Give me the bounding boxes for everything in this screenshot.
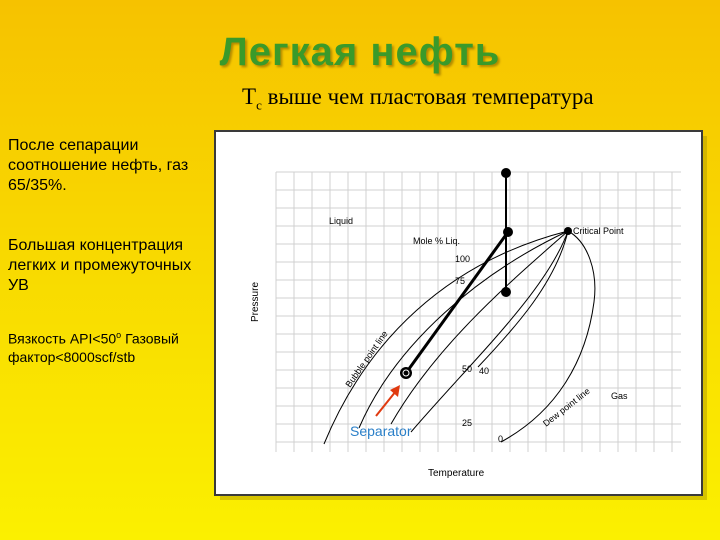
slide-title: Легкая нефть: [219, 30, 501, 74]
curve-50: [391, 231, 568, 424]
separator-label: Separator: [350, 423, 412, 439]
bullet-separation-ratio: После сепарации соотношение нефть, газ 65/35%.: [8, 137, 189, 194]
bullet-degree-sup: o: [116, 330, 122, 340]
diagram-grid: [276, 172, 681, 452]
depleted-reservoir-point: [501, 287, 511, 297]
separator-point-marker: [400, 367, 412, 379]
critical-point-marker: [564, 227, 572, 235]
quality-label-50: 50: [462, 364, 473, 374]
mole-liquid-label: Mole % Liq.: [413, 236, 461, 246]
bubble-point-marker: [503, 227, 513, 237]
axis-label-pressure: Pressure: [250, 281, 261, 322]
quality-label-75: 75: [455, 276, 466, 286]
bullet-viscosity-text: Вязкость API<50: [8, 330, 117, 347]
phase-diagram: [216, 132, 701, 494]
region-liquid-label: Liquid: [329, 216, 354, 226]
slide-subtitle: [242, 84, 594, 114]
quality-label-40: 40: [479, 366, 490, 376]
axis-label-temperature: Temperature: [428, 468, 485, 479]
bullet-viscosity-gor: [8, 326, 208, 366]
quality-label-100: 100: [455, 254, 471, 264]
subtitle-t: T: [242, 84, 257, 109]
quality-label-0: 0: [498, 434, 504, 444]
separator-arrow-line: [376, 391, 396, 416]
region-gas-label: Gas: [611, 391, 628, 401]
quality-label-25: 25: [462, 418, 473, 428]
subtitle-sub: c: [256, 97, 262, 113]
dew-point-line-label: Dew point line: [541, 385, 592, 429]
phase-diagram-panel: [214, 130, 703, 496]
dew-point-curve: [501, 231, 595, 442]
subtitle-rest: выше чем пластовая температура: [261, 84, 594, 109]
initial-reservoir-point: [501, 168, 511, 178]
bubble-point-line-label: Bubble point line: [343, 328, 390, 390]
bullet-light-components: Большая концентрация легких и промежуточных УВ: [8, 237, 192, 294]
critical-point-label: Critical Point: [573, 226, 624, 236]
bullet-gor-text: Газовый фактор<8000scf/stb: [8, 330, 179, 365]
